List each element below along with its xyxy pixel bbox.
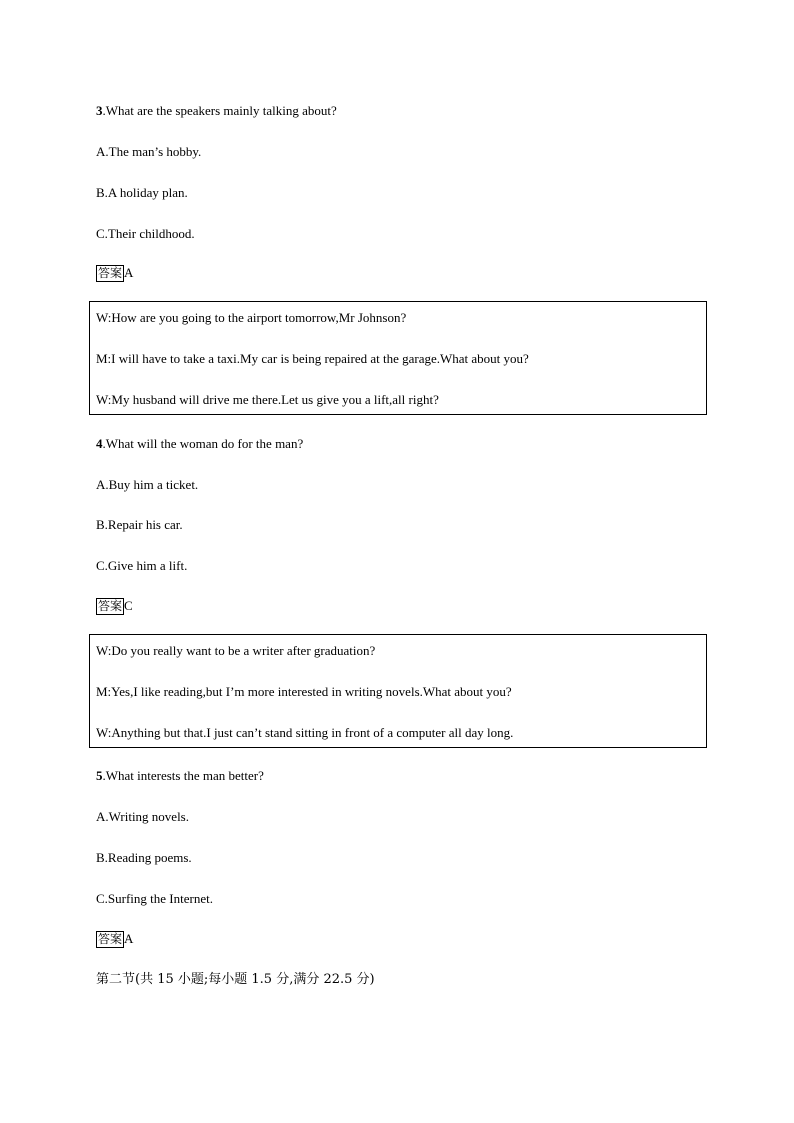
option-a: A.Buy him a ticket. (96, 477, 199, 492)
section-heading: 第二节(共 15 小题;每小题 1.5 分,满分 22.5 分) (96, 972, 375, 987)
transcript-box (89, 301, 707, 415)
option-b: B.A holiday plan. (96, 185, 188, 200)
option-c: C.Their childhood. (96, 226, 195, 241)
option-b: B.Reading poems. (96, 850, 192, 865)
answer-value: A (124, 265, 134, 280)
question-5 (96, 768, 264, 784)
option-a: A.The man’s hobby. (96, 144, 202, 159)
transcript-line: W:Anything but that.I just can’t stand sitting in front of a computer all day long. (96, 725, 514, 740)
question-text: .What interests the man better? (102, 768, 264, 783)
question-text: .What are the speakers mainly talking about? (102, 103, 337, 118)
transcript-line: W:How are you going to the airport tomorrow,Mr Johnson? (96, 310, 407, 325)
question-text: .What will the woman do for the man? (102, 436, 304, 451)
transcript-line: M:I will have to take a taxi.My car is being repaired at the garage.What about you? (96, 351, 529, 366)
transcript-line: W:My husband will drive me there.Let us give you a lift,all right? (96, 392, 439, 407)
question-4 (96, 436, 303, 452)
answer-value: A (124, 931, 134, 946)
option-b: B.Repair his car. (96, 517, 183, 532)
answer-label: 答案 (98, 599, 123, 613)
answer-row (96, 598, 133, 615)
answer-row (96, 265, 133, 282)
answer-value: C (124, 598, 133, 613)
option-c: C.Surfing the Internet. (96, 891, 213, 906)
option-c: C.Give him a lift. (96, 558, 188, 573)
question-number: 4 (96, 436, 103, 451)
transcript-line: M:Yes,I like reading,but I’m more interested in writing novels.What about you? (96, 684, 512, 699)
option-a: A.Writing novels. (96, 809, 189, 824)
question-number: 3 (96, 103, 103, 118)
transcript-line: W:Do you really want to be a writer after graduation? (96, 643, 376, 658)
question-3 (96, 103, 337, 119)
transcript-box (89, 634, 707, 748)
answer-label: 答案 (98, 932, 123, 946)
answer-row (96, 931, 133, 948)
question-number: 5 (96, 768, 103, 783)
answer-label: 答案 (98, 266, 123, 280)
